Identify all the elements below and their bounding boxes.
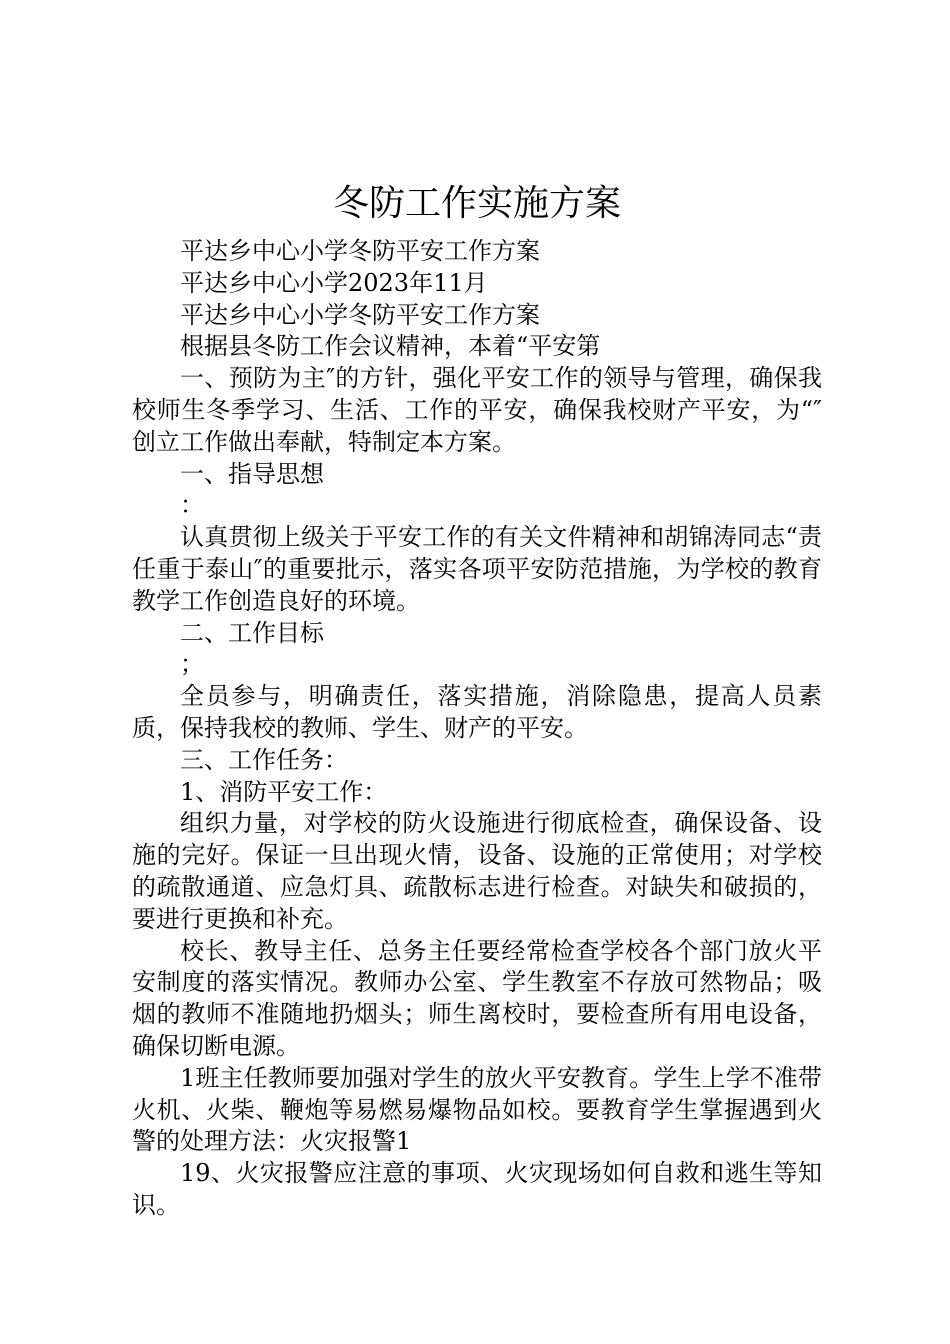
paragraph: ； [180, 650, 204, 679]
sub-heading: 1、消防平安工作： [180, 777, 388, 806]
paragraph: 19、火灾报警应注意的事项、火灾现场如何自救和逃生等知识。 [132, 1159, 822, 1219]
paragraph: 1班主任教师要加强对学生的放火平安教育。学生上学不准带火机、火柴、鞭炮等易燃易爆物品如校。要教育学生掌握遇到火警的处理方法：火灾报警1 [132, 1063, 822, 1156]
section-heading: 二、工作目标 [180, 618, 324, 647]
document-title: 冬防工作实施方案 [332, 183, 621, 224]
section-heading: 一、指导思想 [180, 459, 324, 488]
paragraph: 根据县冬防工作会议精神，本着“平安第 [180, 332, 601, 361]
paragraph: 校长、教导主任、总务主任要经常检查学校各个部门放火平安制度的落实情况。教师办公室、学生教室不存放可然物品；吸烟的教师不准随地扔烟头；师生离校时，要检查所有用电设备，确保切断电源。 [132, 936, 822, 1060]
section-heading: 三、工作任务： [180, 745, 348, 774]
paragraph: 全员参与，明确责任，落实措施，消除隐患，提高人员素质，保持我校的教师、学生、财产的平安。 [132, 682, 822, 742]
paragraph: 平达乡中心小学冬防平安工作方案 [180, 300, 540, 329]
paragraph: ： [180, 491, 204, 520]
document-page [132, 178, 822, 1222]
paragraph: 一、预防为主″的方针，强化平安工作的领导与管理，确保我校师生冬季学习、生活、工作的平安，确保我校财产平安，为“″创立工作做出奉献，特制定本方案。 [132, 364, 822, 456]
paragraph: 平达乡中心小学冬防平安工作方案 [180, 237, 540, 265]
paragraph: 认真贯彻上级关于平安工作的有关文件精神和胡锦涛同志“责任重于泰山″的重要批示，落实各项平安防范措施，为学校的教育教学工作创造良好的环境。 [132, 523, 822, 615]
paragraph: 组织力量，对学校的防火设施进行彻底检查，确保设备、设施的完好。保证一旦出现火情，设备、设施的正常使用；对学校的疏散通道、应急灯具、疏散标志进行检查。对缺失和破损的，要进行更换和补充。 [132, 809, 822, 933]
document-body [132, 236, 822, 1222]
paragraph: 平达乡中心小学2023年11月 [180, 268, 488, 297]
